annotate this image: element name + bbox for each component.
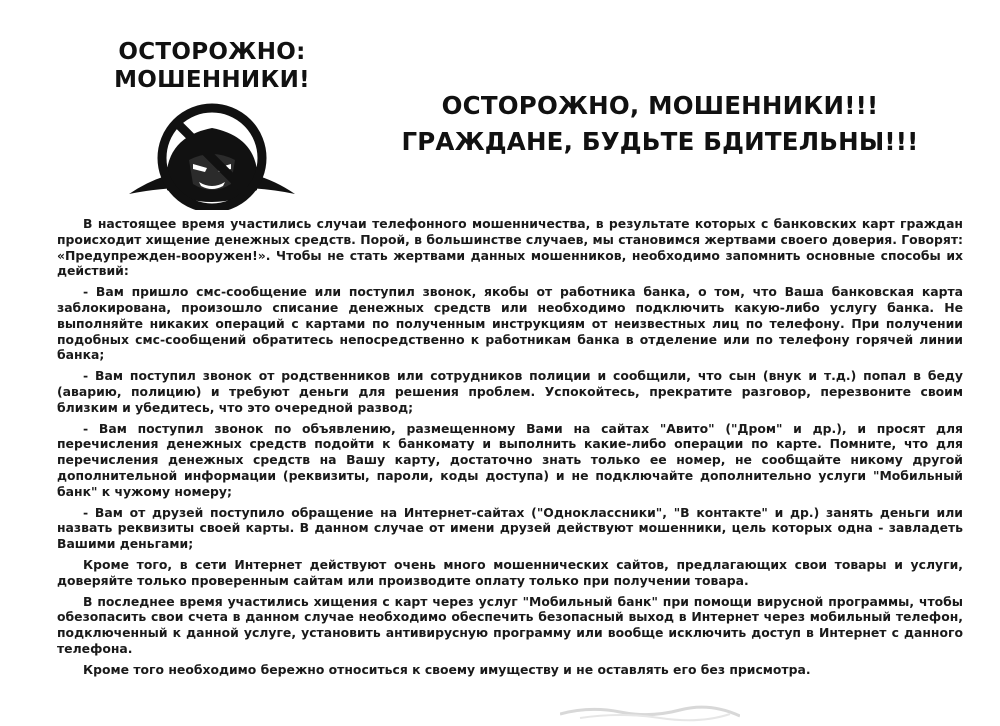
body-text [57,216,963,683]
social-network-paragraph: - Вам от друзей поступило обращение на Интернет-сайтах ("Одноклассники", "В контакте" и др.) занять деньги или назвать реквизиты своей карты. В данном случае от имени друзей действуют мошенники, цель которых одна - завладеть Вашими деньгами; [57,504,963,552]
fraud-sites-paragraph: Кроме того, в сети Интернет действуют очень много мошеннических сайтов, предлагающих свои товары и услуги, доверяйте только проверенным сайтам или производите оплату только при получении товара. [57,556,963,588]
logo-line-2: МОШЕННИКИ! [114,67,310,93]
headline-line-2: ГРАЖДАНЕ, БУДЬТЕ БДИТЕЛЬНЫ!!! [401,127,919,156]
warning-logo [92,38,332,210]
classified-ad-paragraph: - Вам поступил звонок по объявлению, размещенному Вами на сайтах "Авито" ("Дром" и др.), и просят для перечисления денежных средств подойти к банкомату и выполнить какие-либо операции по карте. Помните, что для перечисления денежных средств на Вашу карту, достаточно знать только ее номер, не сообщайте никому другой дополнительной информации (реквизиты, пароли, коды доступа) и не подключайте дополнительно услуги "Мобильный банк" к чужому номеру; [57,420,963,499]
property-care-paragraph: Кроме того необходимо бережно относиться к своему имуществу и не оставлять его без присмотра. [83,661,811,677]
intro-paragraph: В настоящее время участились случаи телефонного мошенничества, в результате которых с банковских карт граждан происходит хищение денежных средств. Порой, в большинстве случаев, мы становимся жертвами своего доверия. Говорят: «Предупрежден-вооружен!». Чтобы не стать жертвами данных мошенников, необходимо запомнить основные способы их действий: [57,216,963,279]
mobile-bank-virus-paragraph: В последнее время участились хищения с карт через услуг "Мобильный банк" при помощи вирусной программы, чтобы обезопасить свои счета в данном случае необходимо обеспечить безопасный выход в Интернет через мобильный телефон, подключенный к данной услуге, установить антивирусную программу или вообще исключить доступ в Интернет с данного телефона. [57,593,963,656]
prohibited-fraudster-icon [127,98,297,210]
headline [360,88,960,160]
headline-line-1: ОСТОРОЖНО, МОШЕННИКИ!!! [441,91,879,120]
bank-sms-paragraph: - Вам пришло смс-сообщение или поступил звонок, якобы от работника банка, о том, что Ваша банковская карта заблокирована, произошло списание денежных средств или необходимо подключить какую-либо услугу банка. Не выполняйте никаких операций с картами по полученным инструкциям от неизвестных лиц по телефону. При получении подобных смс-сообщений обратитесь непосредственно к работникам банка в отделение или по телефону горячей линии банка; [57,284,963,363]
scan-noise [560,700,740,722]
logo-line-1: ОСТОРОЖНО: [118,39,306,65]
relatives-call-paragraph: - Вам поступил звонок от родственников или сотрудников полиции и сообщили, что сын (внук и т.д.) попал в беду (аварию, полицию) и требуют деньги для решения проблем. Успокойтесь, прекратите разговор, перезвоните своим близким и убедитесь, что это очередной развод; [57,368,963,415]
